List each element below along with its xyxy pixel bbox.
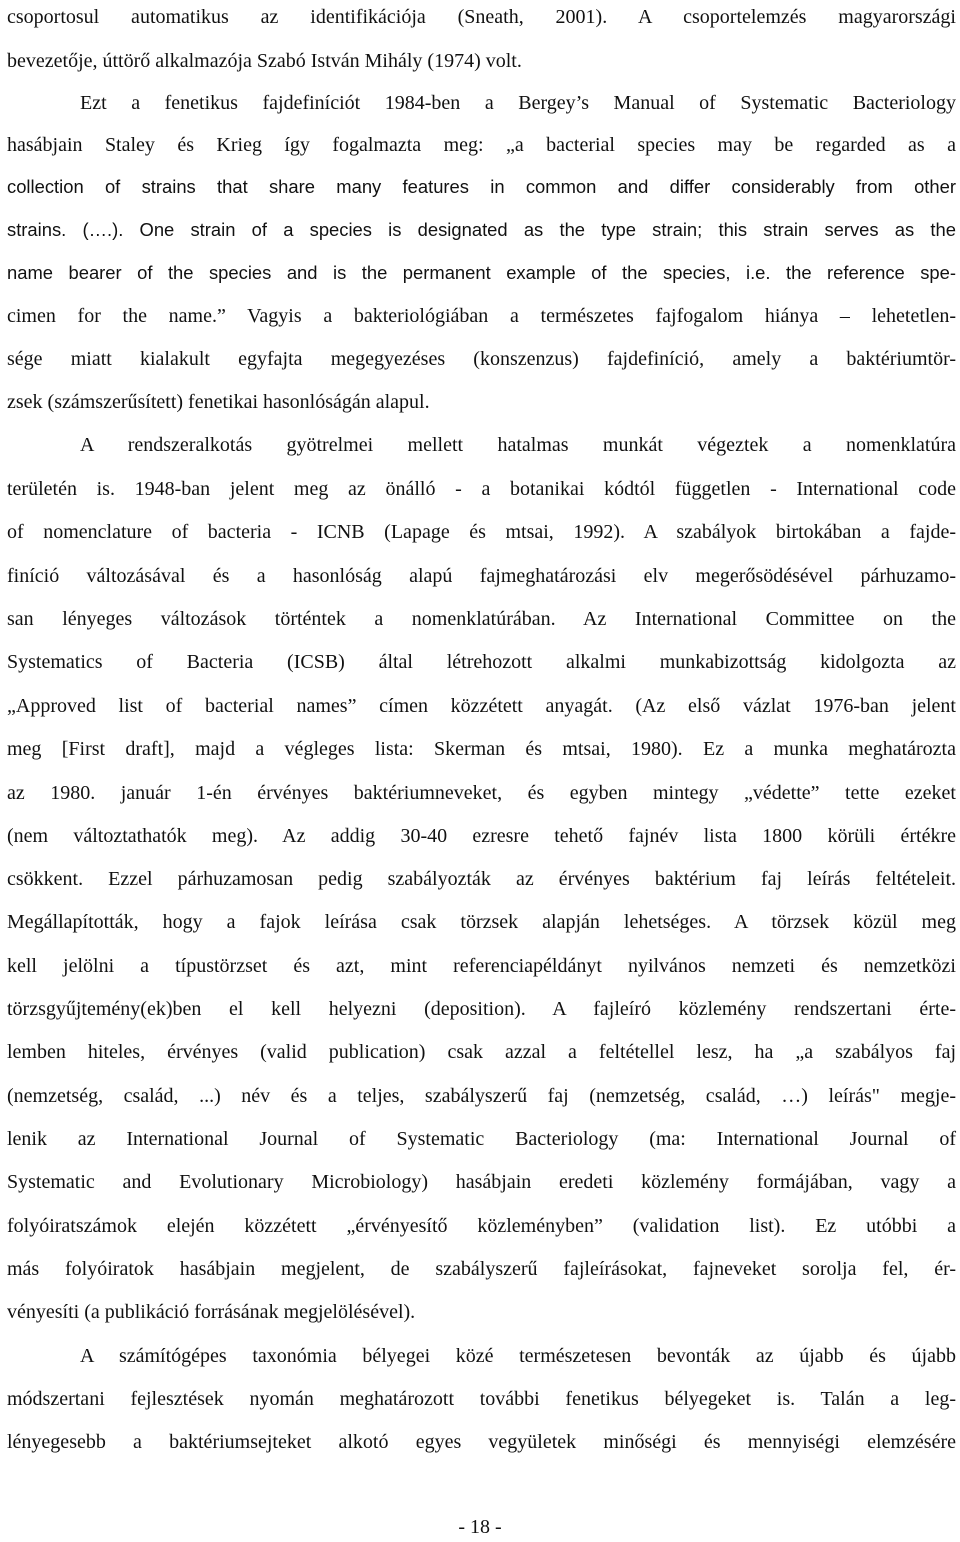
paragraph-line: az 1980. január 1-én érvényes baktériumneveket, és egyben mintegy „védette” tette ezeket — [7, 782, 956, 804]
paragraph-line: bevezetője, úttörő alkalmazója Szabó István Mihály (1974) volt. — [7, 50, 522, 72]
paragraph-line: Ezt a fenetikus fajdefiníciót 1984-ben a Bergey’s Manual of Systematic Bacteriology — [80, 92, 956, 114]
paragraph-line: collection of strains that share many features in common and differ considerably from other — [7, 176, 956, 197]
paragraph-line: területén is. 1948-ban jelent meg az önálló - a botanikai kódtól független - International code — [7, 478, 956, 500]
paragraph-line: törzsgyűjtemény(ek)ben el kell helyezni (deposition). A fajleíró közlemény rendszertani érte- — [7, 998, 956, 1020]
paragraph-line: lenik az International Journal of Systematic Bacteriology (ma: International Journal of — [7, 1128, 956, 1150]
paragraph-line: (nemzetség, család, ...) név és a teljes, szabályszerű faj (nemzetség, család, …) leírás" megje- — [7, 1085, 956, 1107]
paragraph-line: san lényeges változások történtek a nomenklatúrában. Az International Committee on the — [7, 608, 956, 630]
paragraph-line: vényesíti (a publikáció forrásának megjelölésével). — [7, 1301, 416, 1323]
paragraph-line: lemben hiteles, érvényes (valid publication) csak azzal a feltétellel lesz, ha „a szabályos faj — [7, 1041, 956, 1063]
paragraph-line: Megállapították, hogy a fajok leírása csak törzsek alapján lehetséges. A törzsek közül meg — [7, 911, 956, 933]
paragraph-line: A számítógépes taxonómia bélyegei közé természetesen bevonták az újabb és újabb — [80, 1345, 956, 1367]
paragraph-line: csoportosul automatikus az identifikációja (Sneath, 2001). A csoportelemzés magyarországi — [7, 6, 956, 28]
paragraph-line: módszertani fejlesztések nyomán meghatározott további fenetikus bélyegeket is. Talán a leg- — [7, 1388, 956, 1410]
paragraph-line: finíció változásával és a hasonlóság alapú fajmeghatározási elv megerősödésével párhuzamo- — [7, 565, 956, 587]
paragraph-line: of nomenclature of bacteria - ICNB (Lapage és mtsai, 1992). A szabályok birtokában a fajde- — [7, 521, 956, 543]
page-number: - 18 - — [458, 1516, 502, 1538]
paragraph-line: lényegesebb a baktériumsejteket alkotó egyes vegyületek minőségi és mennyiségi elemzésére — [7, 1431, 956, 1453]
paragraph-line: (nem változtathatók meg). Az addig 30-40 ezresre tehető fajnév lista 1800 körüli értékre — [7, 825, 956, 847]
paragraph-line: A rendszeralkotás gyötrelmei mellett hatalmas munkát végeztek a nomenklatúra — [80, 434, 956, 456]
paragraph-line: más folyóiratok hasábjain megjelent, de szabályszerű fajleírásokat, fajneveket sorolja fel, ér- — [7, 1258, 956, 1280]
paragraph-line: csökkent. Ezzel párhuzamosan pedig szabályozták az érvényes baktérium faj leírás feltételeit. — [7, 868, 956, 890]
paragraph-line: zsek (számszerűsített) fenetikai hasonlóságán alapul. — [7, 391, 430, 413]
paragraph-line: meg [First draft], majd a végleges lista: Skerman és mtsai, 1980). Ez a munka meghatározta — [7, 738, 956, 760]
paragraph-line: „Approved list of bacterial names” címen közzétett anyagát. (Az első vázlat 1976-ban jelent — [7, 695, 956, 717]
paragraph-line: name bearer of the species and is the permanent example of the species, i.e. the reference spe- — [7, 262, 956, 283]
paragraph-line: Systematic and Evolutionary Microbiology) hasábjain eredeti közlemény formájában, vagy a — [7, 1171, 956, 1193]
paragraph-line: kell jelölni a típustörzset és azt, mint referenciapéldányt nyilvános nemzeti és nemzetközi — [7, 955, 956, 977]
paragraph-line: sége miatt kialakult egyfajta megegyezéses (konszenzus) fajdefiníció, amely a baktériumtör- — [7, 348, 956, 370]
paragraph-line: strains. (….). One strain of a species is designated as the type strain; this strain serves as the — [7, 219, 956, 240]
paragraph-line: folyóiratszámok elején közzétett „érvényesítő közleményben” (validation list). Ez utóbbi a — [7, 1215, 956, 1237]
paragraph-line: Systematics of Bacteria (ICSB) által létrehozott alkalmi munkabizottság kidolgozta az — [7, 651, 956, 673]
paragraph-line: hasábjain Staley és Krieg így fogalmazta meg: „a bacterial species may be regarded as a — [7, 134, 956, 156]
paragraph-line: cimen for the name.” Vagyis a bakteriológiában a természetes fajfogalom hiánya – lehetetlen- — [7, 305, 956, 327]
